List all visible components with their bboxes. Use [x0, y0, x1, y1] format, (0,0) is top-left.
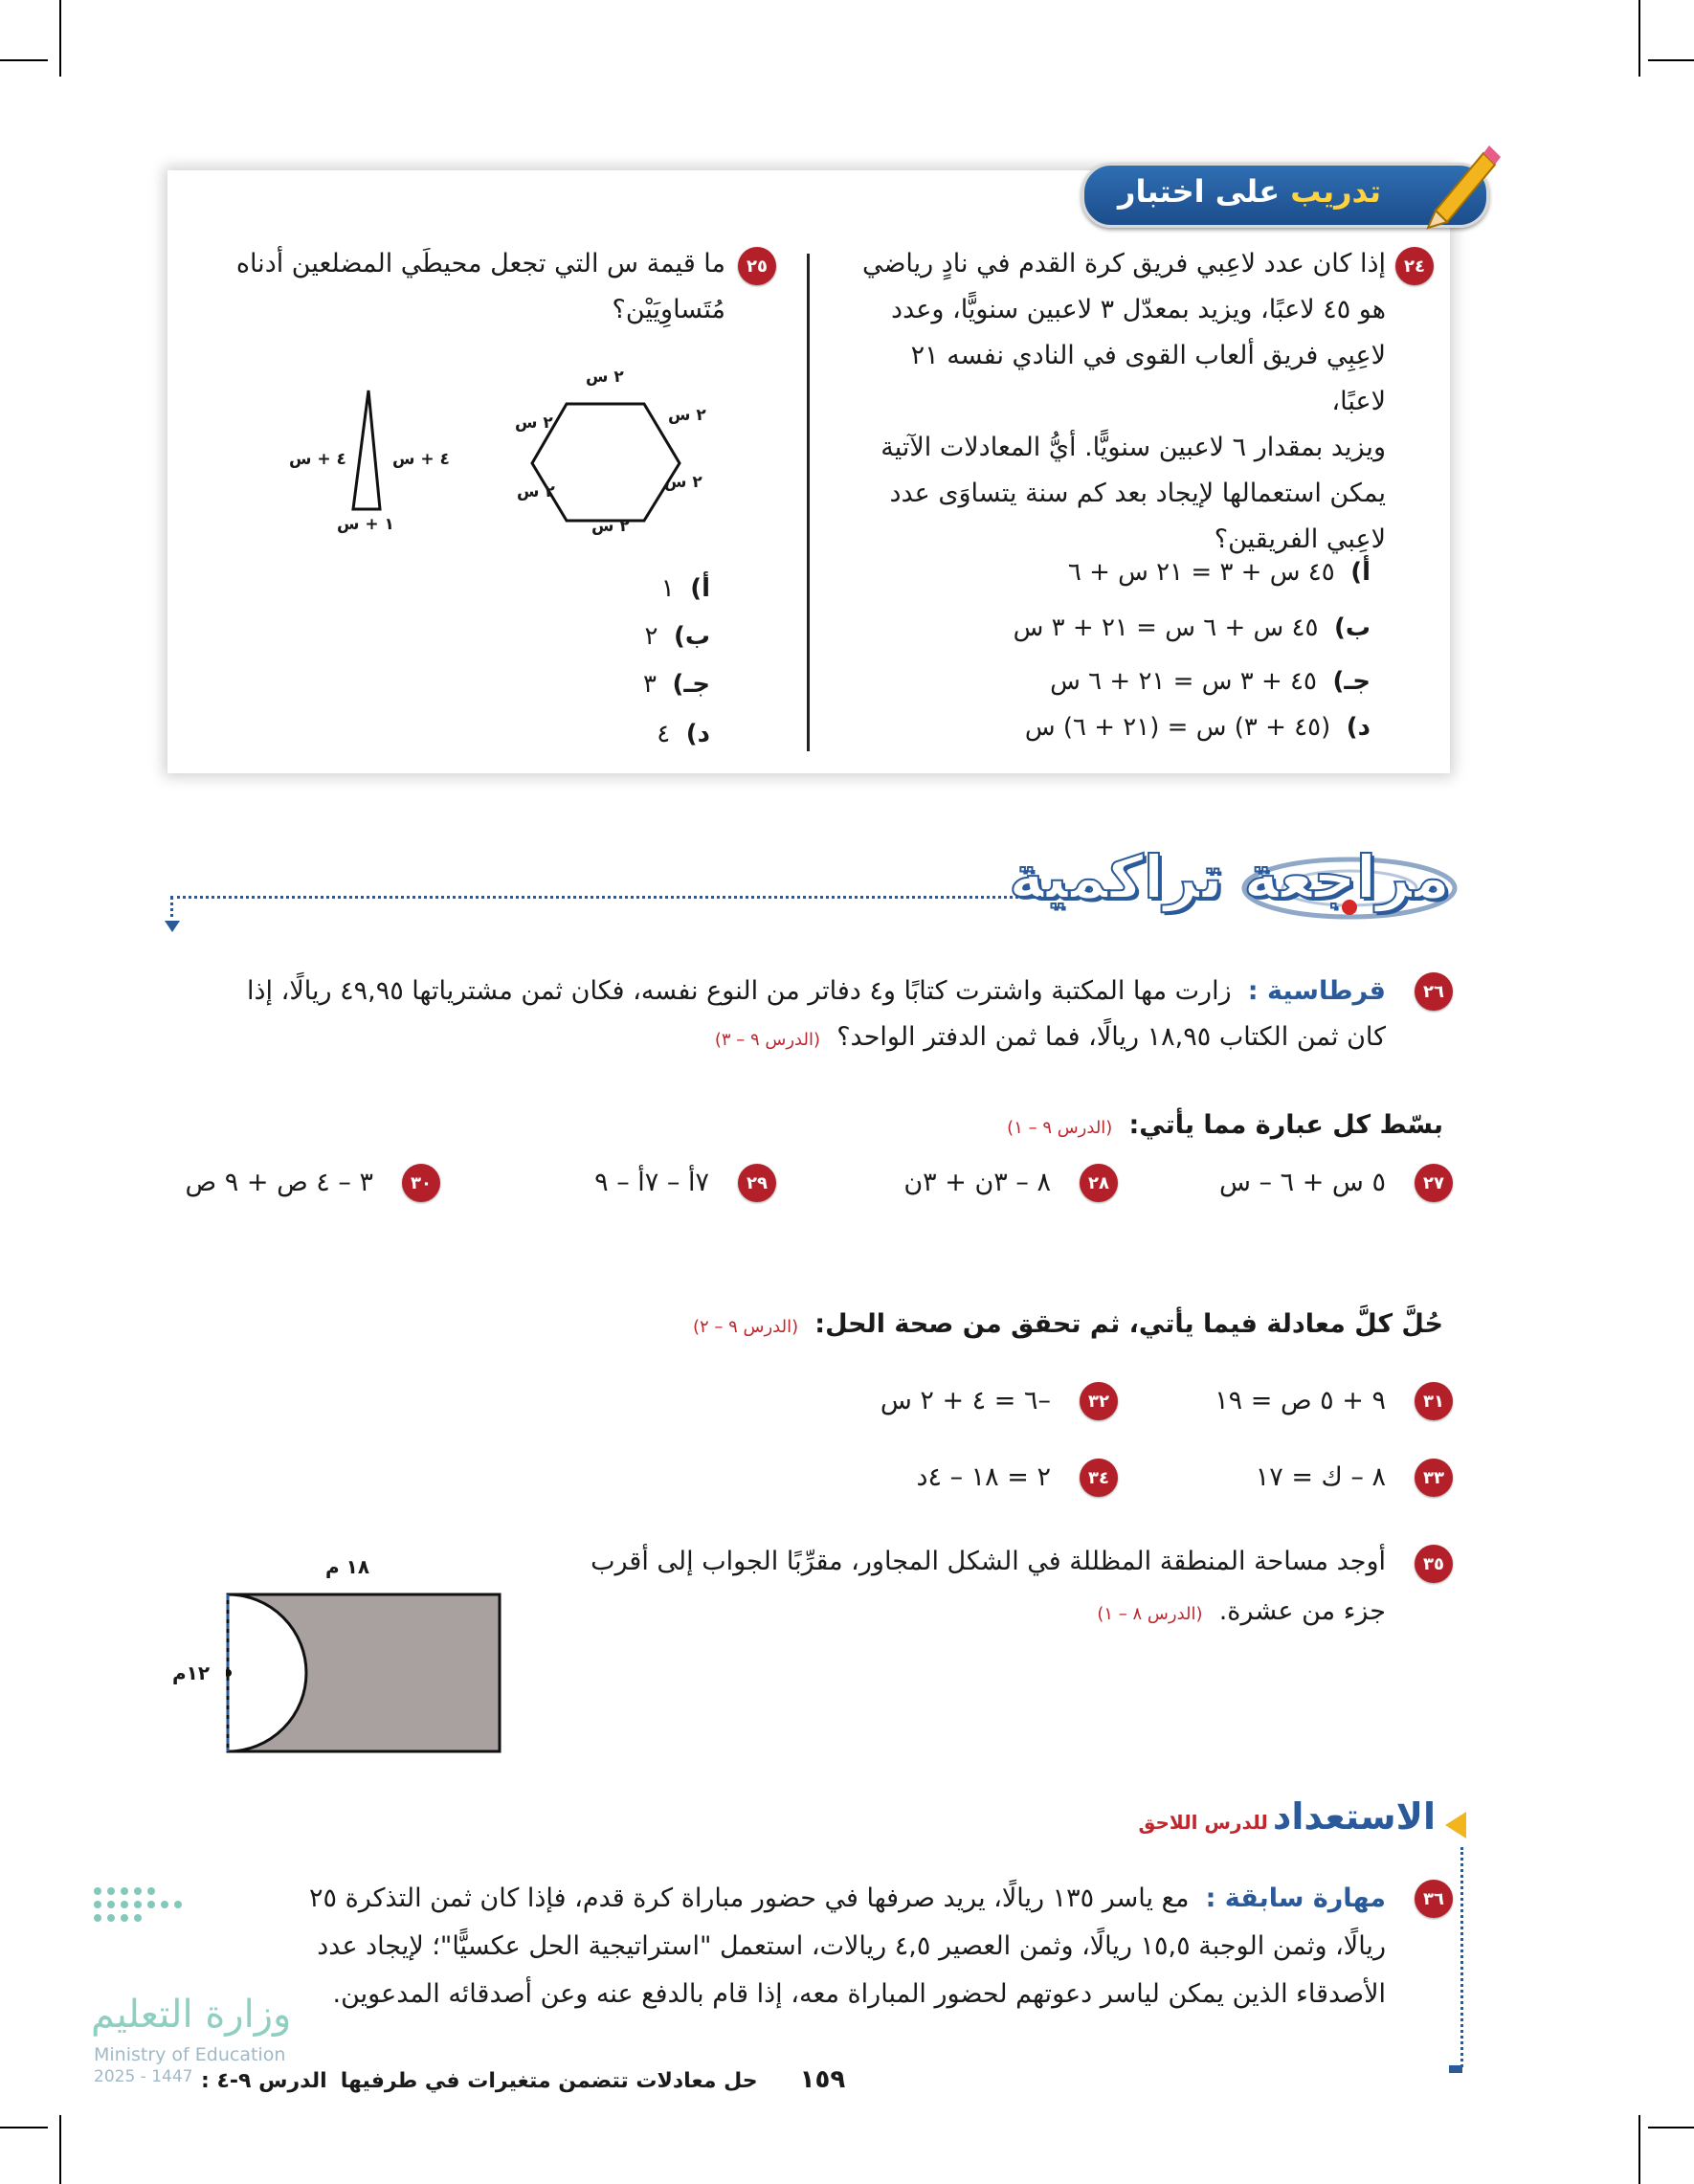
expression: ٨ – ٣ن + ٣ن	[903, 1168, 1051, 1197]
triangle-label: ٤ + س	[289, 450, 346, 469]
q24-line: يمكن استعمالها لإيجاد بعد كم سنة يتساوَى عدد	[889, 479, 1386, 508]
question-number-34: ٣٤	[1080, 1459, 1118, 1497]
question-number-32: ٣٢	[1080, 1382, 1118, 1420]
q26-text: كان ثمن الكتاب ١٨,٩٥ ريالًا، فما ثمن الدفتر الواحد؟	[836, 1022, 1386, 1052]
triangle-label: ٤ + س	[392, 450, 450, 469]
page-footer	[201, 2065, 845, 2094]
q35-line-2	[1097, 1589, 1386, 1638]
footer-title: حل معادلات تتضمن متغيرات في طرفيها	[340, 2069, 758, 2093]
question-number-35: ٣٥	[1415, 1545, 1453, 1583]
option-text: ٢	[644, 622, 658, 651]
review-header: مراجعة تراكمية	[1009, 842, 1450, 912]
option-text: ٤	[657, 720, 671, 748]
prep-title: الاستعداد	[1272, 1795, 1436, 1838]
q25-option-a[interactable]	[661, 574, 710, 603]
question-number-27: ٢٧	[1415, 1164, 1453, 1202]
lesson-ref: (الدرس ٨ – ١)	[1097, 1604, 1203, 1624]
option-label: د)	[1346, 713, 1371, 742]
triangle-label: ١ + س	[337, 515, 394, 534]
question-number-31: ٣١	[1415, 1382, 1453, 1420]
hexagon-label: ٢ س	[515, 413, 553, 433]
question-number-24: ٢٤	[1395, 247, 1434, 285]
crop-mark	[59, 0, 61, 77]
hexagon-figure	[507, 366, 708, 533]
question-number-30: ٣٠	[402, 1164, 440, 1202]
option-text: ٤٥ س + ٦ س = ٢١ + ٣ س	[1013, 613, 1319, 642]
q25-line: ما قيمة س التي تجعل محيطَي المضلعين أدناه	[235, 249, 725, 279]
watermark-english: Ministry of Education	[94, 2044, 286, 2065]
q25-line: مُتَساوِيَيْن؟	[612, 295, 725, 324]
q26-line-2	[715, 1014, 1386, 1063]
option-label: أ)	[690, 574, 710, 603]
option-text: (٤٥ + ٣) س = (٢١ + ٦) س	[1024, 713, 1331, 742]
crop-mark	[1648, 59, 1694, 61]
equation: ٢ = ١٨ – ٤د	[916, 1462, 1051, 1492]
shaded-region-figure	[226, 1593, 503, 1755]
solve-title-row	[693, 1302, 1443, 1350]
option-label: ب)	[1333, 613, 1371, 642]
option-label: أ)	[1350, 558, 1371, 587]
option-text: ٤٥ س + ٣ = ٢١ س + ٦	[1067, 558, 1335, 587]
question-number-28: ٢٨	[1080, 1164, 1118, 1202]
column-divider	[807, 254, 810, 751]
q24-line: ويزيد بمقدار ٦ لاعبين سنويًّا. أيُّ المعادلات الآتية	[880, 433, 1386, 462]
option-text: ٣	[642, 670, 657, 699]
section-title: حُلَّ كلَّ معادلة فيما يأتي، ثم تحقق من صحة الحل:	[814, 1309, 1443, 1339]
crop-mark	[1638, 2115, 1640, 2184]
question-number-26: ٢٦	[1415, 972, 1453, 1011]
prep-frame-end	[1449, 2065, 1462, 2073]
triangle-figure	[340, 383, 397, 517]
section-title: بسّط كل عبارة مما يأتي:	[1128, 1110, 1443, 1140]
question-number-29: ٢٩	[738, 1164, 776, 1202]
prep-header	[1138, 1795, 1436, 1838]
crop-mark	[0, 2127, 48, 2128]
question-number-33: ٣٣	[1415, 1459, 1453, 1497]
q24-option-b[interactable]	[1014, 613, 1371, 642]
page-number: ١٥٩	[799, 2065, 846, 2094]
q24-text	[850, 241, 1386, 563]
q24-line: لاعِبي الفريقين؟	[1214, 524, 1386, 554]
q26-line-1	[247, 969, 1386, 1014]
watermark-year: 2025 - 1447	[94, 2067, 193, 2086]
q24-option-a[interactable]	[1068, 558, 1371, 587]
q25-text	[189, 241, 725, 333]
watermark-arabic: وزارة التعليم	[91, 1993, 292, 2037]
simplify-title-row	[1007, 1103, 1443, 1151]
option-label: جـ)	[672, 670, 710, 699]
prep-subtitle: للدرس اللاحق	[1138, 1811, 1268, 1834]
q24-line: لاعِبِي فريق ألعاب القوى في النادي نفسه ٢١ لاعبًا،	[910, 341, 1386, 416]
question-number-36: ٣٦	[1415, 1880, 1453, 1918]
hexagon-label: ٢ س	[517, 482, 555, 501]
ministry-logo-dots	[88, 1882, 193, 1939]
hexagon-label: ٢ س	[668, 406, 706, 425]
q24-line: هو ٤٥ لاعبًا، ويزيد بمعدّل ٣ لاعبين سنويًّا، وعدد	[891, 295, 1386, 324]
question-number-25: ٢٥	[738, 247, 776, 285]
option-label: جـ)	[1332, 667, 1371, 696]
option-text: ٤٥ + ٣ س = ٢١ + ٦ س	[1050, 667, 1317, 696]
q36-text: مع ياسر ١٣٥ ريالًا، يريد صرفها في حضور مباراة كرة قدم، فإذا كان ثمن التذكرة ٢٥	[309, 1883, 1190, 1913]
expression: ٣ – ٤ ص + ٩ ص	[185, 1168, 373, 1197]
footer-lesson: الدرس ٩-٤ :	[201, 2069, 327, 2093]
q26-text: زارت مها المكتبة واشترت كتابًا و٤ دفاتر من النوع نفسه، فكان ثمن مشترياتها ٤٩,٩٥ ريالًا، إذا	[247, 976, 1232, 1006]
hexagon-label: ٢ س	[586, 368, 624, 387]
figure-height-label: ١٢م	[172, 1661, 211, 1684]
pencil-icon	[1416, 134, 1503, 230]
q25-option-b[interactable]	[644, 622, 710, 651]
prep-frame	[1460, 1847, 1463, 2067]
q25-option-d[interactable]	[657, 720, 710, 748]
keyword: مهارة سابقة :	[1205, 1883, 1386, 1913]
hexagon-label: ٢ س	[591, 517, 630, 536]
keyword: قرطاسية :	[1247, 976, 1386, 1006]
q35-line-1: أوجد مساحة المنطقة المظللة في الشكل المجاور، مقرِّبًا الجواب إلى أقرب	[591, 1547, 1386, 1576]
lesson-ref: (الدرس ٩ – ١)	[1007, 1118, 1113, 1138]
header-highlight: تدريب	[1290, 173, 1381, 210]
q35-text: جزء من عشرة.	[1218, 1596, 1386, 1626]
header-text: على اختبار	[1118, 173, 1281, 210]
q24-option-c[interactable]	[1050, 667, 1371, 696]
option-text: ١	[660, 574, 675, 603]
arrow-down-icon	[165, 921, 180, 932]
q24-line: إذا كان عدد لاعِبي فريق كرة القدم في نادٍ رياضي	[861, 249, 1386, 279]
lesson-ref: (الدرس ٩ – ٣)	[714, 1030, 821, 1050]
review-dotted-rule	[170, 896, 1041, 899]
option-label: د)	[685, 720, 710, 748]
expression: ٧أ – ٧أ – ٩	[594, 1168, 709, 1197]
figure-width-label: ١٨ م	[325, 1555, 370, 1578]
q36-line-3: الأصدقاء الذين يمكن لياسر دعوتهم لحضور المباراة معه، إذا قام بالدفع عنه وعن أصدقائه المدعوين.	[332, 1979, 1386, 2009]
q25-option-c[interactable]	[643, 670, 710, 699]
q36-line-1	[309, 1876, 1386, 1922]
option-label: ب)	[673, 622, 710, 651]
equation: ٨ – ك = ١٧	[1255, 1462, 1386, 1492]
crop-mark	[0, 59, 48, 61]
crop-mark	[1648, 2127, 1694, 2128]
equation: –٦ = ٤ + ٢ س	[880, 1386, 1051, 1415]
equation: ٩ + ٥ ص = ١٩	[1215, 1386, 1386, 1415]
prep-marker	[1445, 1812, 1466, 1839]
expression: ٥ س + ٦ – س	[1219, 1168, 1386, 1197]
q24-option-d[interactable]	[1025, 713, 1371, 742]
crop-mark	[1638, 0, 1640, 77]
q36-line-2: ريالًا، وثمن الوجبة ١٥,٥ ريالًا، وثمن العصير ٤,٥ ريالات، استعمل "استراتيجية الحل عكسيًّا"؛ لإيجاد عدد	[317, 1931, 1386, 1961]
hexagon-label: ٢ س	[664, 473, 702, 492]
crop-mark	[59, 2115, 61, 2184]
lesson-ref: (الدرس ٩ – ٢)	[692, 1317, 799, 1337]
